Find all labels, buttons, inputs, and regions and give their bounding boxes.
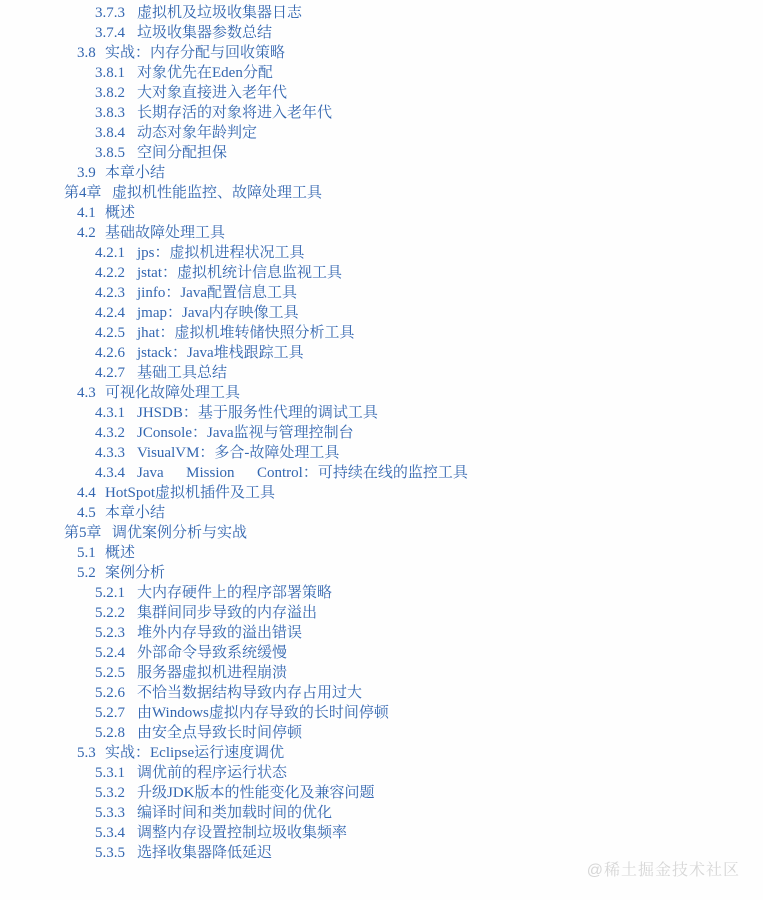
toc-entry[interactable] (0, 603, 763, 623)
toc-entry-number[interactable]: 5.2.8 (95, 725, 125, 741)
toc-entry-number[interactable]: 5.2.2 (95, 605, 125, 621)
toc-entry-title[interactable]: 基础故障处理工具 (105, 225, 226, 241)
toc-entry[interactable] (0, 343, 763, 363)
toc-entry-title[interactable]: 由安全点导致长时间停顿 (137, 725, 303, 741)
toc-entry-number[interactable]: 第5章 (64, 525, 102, 541)
toc-entry-number[interactable]: 5.2 (77, 565, 96, 581)
toc-entry[interactable] (0, 763, 763, 783)
toc-entry[interactable] (0, 823, 763, 843)
toc-entry-title[interactable]: VisualVM：多合-故障处理工具 (137, 445, 340, 461)
toc-entry[interactable] (0, 323, 763, 343)
toc-entry-title[interactable]: 大对象直接进入老年代 (137, 85, 288, 101)
toc-entry-number[interactable]: 5.1 (77, 545, 96, 561)
toc-entry[interactable] (0, 103, 763, 123)
toc-entry-title[interactable]: Java Mission Control：可持续在线的监控工具 (137, 465, 468, 481)
toc-entry[interactable] (0, 363, 763, 383)
toc-entry-number[interactable]: 5.3 (77, 745, 96, 761)
toc-entry-number[interactable]: 5.2.1 (95, 585, 125, 601)
toc-entry-title[interactable]: 编译时间和类加载时间的优化 (137, 805, 333, 821)
toc-entry-title[interactable]: 概述 (105, 205, 136, 221)
toc-entry-title[interactable]: jstat：虚拟机统计信息监视工具 (137, 265, 342, 281)
toc-entry-title[interactable]: 动态对象年龄判定 (137, 125, 258, 141)
toc-entry[interactable] (0, 403, 763, 423)
toc-entry[interactable] (0, 383, 763, 403)
toc-entry-number[interactable]: 4.5 (77, 505, 96, 521)
toc-entry-title[interactable]: jps：虚拟机进程状况工具 (137, 245, 305, 261)
toc-entry[interactable] (0, 143, 763, 163)
toc-entry-title[interactable]: 调优案例分析与实战 (112, 525, 248, 541)
toc-entry-number[interactable]: 第4章 (64, 185, 102, 201)
toc-entry[interactable] (0, 43, 763, 63)
toc-entry-number[interactable]: 4.4 (77, 485, 96, 501)
toc-entry-number[interactable]: 5.2.6 (95, 685, 125, 701)
toc-entry-number[interactable]: 3.8.2 (95, 85, 125, 101)
toc-entry[interactable] (0, 123, 763, 143)
toc-entry-title[interactable]: 对象优先在Eden分配 (137, 65, 273, 81)
toc-entry-number[interactable]: 3.8.3 (95, 105, 125, 121)
toc-entry[interactable] (0, 483, 763, 503)
toc-entry-number[interactable]: 4.3.2 (95, 425, 125, 441)
toc-entry[interactable] (0, 703, 763, 723)
toc-entry[interactable] (0, 583, 763, 603)
toc-entry-title[interactable]: 选择收集器降低延迟 (137, 845, 273, 861)
watermark-text: @稀土掘金技术社区 (586, 862, 740, 879)
toc-entry-number[interactable]: 4.2.7 (95, 365, 125, 381)
toc-entry-number[interactable]: 3.7.3 (95, 5, 125, 21)
toc-entry-title[interactable]: 基础工具总结 (137, 365, 228, 381)
toc-entry-number[interactable]: 3.8.4 (95, 125, 125, 141)
toc-entry-title[interactable]: 长期存活的对象将进入老年代 (137, 105, 333, 121)
toc-entry-title[interactable]: 调整内存设置控制垃圾收集频率 (137, 825, 348, 841)
toc-entry-title[interactable]: 由Windows虚拟内存导致的长时间停顿 (137, 705, 389, 721)
toc-entry-number[interactable]: 4.3.3 (95, 445, 125, 461)
toc-entry-title[interactable]: 虚拟机性能监控、故障处理工具 (112, 185, 323, 201)
toc-entry-title[interactable]: 空间分配担保 (137, 145, 228, 161)
toc-entry-title[interactable]: 实战：Eclipse运行速度调优 (105, 745, 285, 761)
toc-entry-title[interactable]: 垃圾收集器参数总结 (137, 25, 273, 41)
toc-entry-number[interactable]: 4.2.4 (95, 305, 125, 321)
toc-entry[interactable] (0, 563, 763, 583)
toc-entry-number[interactable]: 5.3.5 (95, 845, 125, 861)
toc-entry[interactable] (0, 3, 763, 23)
toc-entry-title[interactable]: jstack：Java堆栈跟踪工具 (137, 345, 304, 361)
toc-entry[interactable] (0, 783, 763, 803)
toc-entry-title[interactable]: 服务器虚拟机进程崩溃 (137, 665, 288, 681)
toc-entry-number[interactable]: 3.8 (77, 45, 96, 61)
toc-entry[interactable] (0, 63, 763, 83)
toc-entry[interactable] (0, 263, 763, 283)
toc-entry[interactable] (0, 243, 763, 263)
toc-entry-title[interactable]: 案例分析 (105, 565, 166, 581)
toc-entry-number[interactable]: 4.1 (77, 205, 96, 221)
toc-entry-number[interactable]: 4.3.4 (95, 465, 125, 481)
toc-entry[interactable] (0, 463, 763, 483)
toc-entry-number[interactable]: 4.2.5 (95, 325, 125, 341)
toc-entry-number[interactable]: 4.2.1 (95, 245, 125, 261)
toc-entry[interactable] (0, 803, 763, 823)
toc-entry-title[interactable]: JConsole：Java监视与管理控制台 (137, 425, 354, 441)
toc-entry-title[interactable]: 本章小结 (105, 505, 166, 521)
toc-entry[interactable] (0, 183, 763, 203)
toc-entry-title[interactable]: jmap：Java内存映像工具 (137, 305, 299, 321)
toc-entry[interactable] (0, 443, 763, 463)
toc-entry-title[interactable]: 不恰当数据结构导致内存占用过大 (137, 685, 363, 701)
toc-entry-number[interactable]: 4.2 (77, 225, 96, 241)
toc-entry[interactable] (0, 663, 763, 683)
toc-entry[interactable] (0, 283, 763, 303)
toc-entry[interactable] (0, 303, 763, 323)
toc-entry-title[interactable]: 集群间同步导致的内存溢出 (137, 605, 318, 621)
toc-entry[interactable] (0, 423, 763, 443)
toc-entry-title[interactable]: 升级JDK版本的性能变化及兼容问题 (137, 785, 375, 801)
toc-entry-title[interactable]: 外部命令导致系统缓慢 (137, 645, 288, 661)
toc-entry-title[interactable]: JHSDB：基于服务性代理的调试工具 (137, 405, 378, 421)
toc-entry-number[interactable]: 5.2.5 (95, 665, 125, 681)
toc-entry-number[interactable]: 4.2.6 (95, 345, 125, 361)
toc-entry-title[interactable]: HotSpot虚拟机插件及工具 (105, 485, 276, 501)
toc-entry-title[interactable]: 堆外内存导致的溢出错误 (137, 625, 303, 641)
toc-entry-title[interactable]: 调优前的程序运行状态 (137, 765, 288, 781)
toc-entry[interactable] (0, 523, 763, 543)
toc-entry-number[interactable]: 3.8.1 (95, 65, 125, 81)
toc-entry-title[interactable]: 本章小结 (105, 165, 166, 181)
toc-entry-number[interactable]: 5.3.1 (95, 765, 125, 781)
toc-entry-number[interactable]: 5.3.2 (95, 785, 125, 801)
toc-entry[interactable] (0, 83, 763, 103)
toc-entry[interactable] (0, 23, 763, 43)
toc-entry-number[interactable]: 5.3.3 (95, 805, 125, 821)
toc-entry-number[interactable]: 3.8.5 (95, 145, 125, 161)
toc-entry-number[interactable]: 4.3.1 (95, 405, 125, 421)
toc-entry[interactable] (0, 543, 763, 563)
toc-entry-number[interactable]: 5.2.7 (95, 705, 125, 721)
toc-entry-title[interactable]: jinfo：Java配置信息工具 (137, 285, 297, 301)
toc-entry[interactable] (0, 503, 763, 523)
toc-entry-title[interactable]: 大内存硬件上的程序部署策略 (137, 585, 333, 601)
toc-entry[interactable] (0, 723, 763, 743)
toc-entry[interactable] (0, 743, 763, 763)
toc-entry[interactable] (0, 203, 763, 223)
toc-entry-number[interactable]: 3.9 (77, 165, 96, 181)
toc-entry-title[interactable]: 可视化故障处理工具 (105, 385, 241, 401)
toc-entry[interactable] (0, 163, 763, 183)
toc-entry-title[interactable]: 概述 (105, 545, 136, 561)
toc-entry-number[interactable]: 4.2.3 (95, 285, 125, 301)
toc-entry[interactable] (0, 223, 763, 243)
toc-entry-number[interactable]: 3.7.4 (95, 25, 125, 41)
toc-entry-title[interactable]: 虚拟机及垃圾收集器日志 (137, 5, 303, 21)
toc-entry-number[interactable]: 4.3 (77, 385, 96, 401)
toc-entry-title[interactable]: jhat：虚拟机堆转储快照分析工具 (137, 325, 355, 341)
toc-entry[interactable] (0, 643, 763, 663)
toc-entry-number[interactable]: 5.2.4 (95, 645, 125, 661)
toc-entry-number[interactable]: 5.2.3 (95, 625, 125, 641)
toc-entry[interactable] (0, 683, 763, 703)
toc-entry[interactable] (0, 623, 763, 643)
toc-entry-number[interactable]: 5.3.4 (95, 825, 125, 841)
toc-list (0, 3, 763, 863)
toc-entry-title[interactable]: 实战：内存分配与回收策略 (105, 45, 286, 61)
toc-entry-number[interactable]: 4.2.2 (95, 265, 125, 281)
